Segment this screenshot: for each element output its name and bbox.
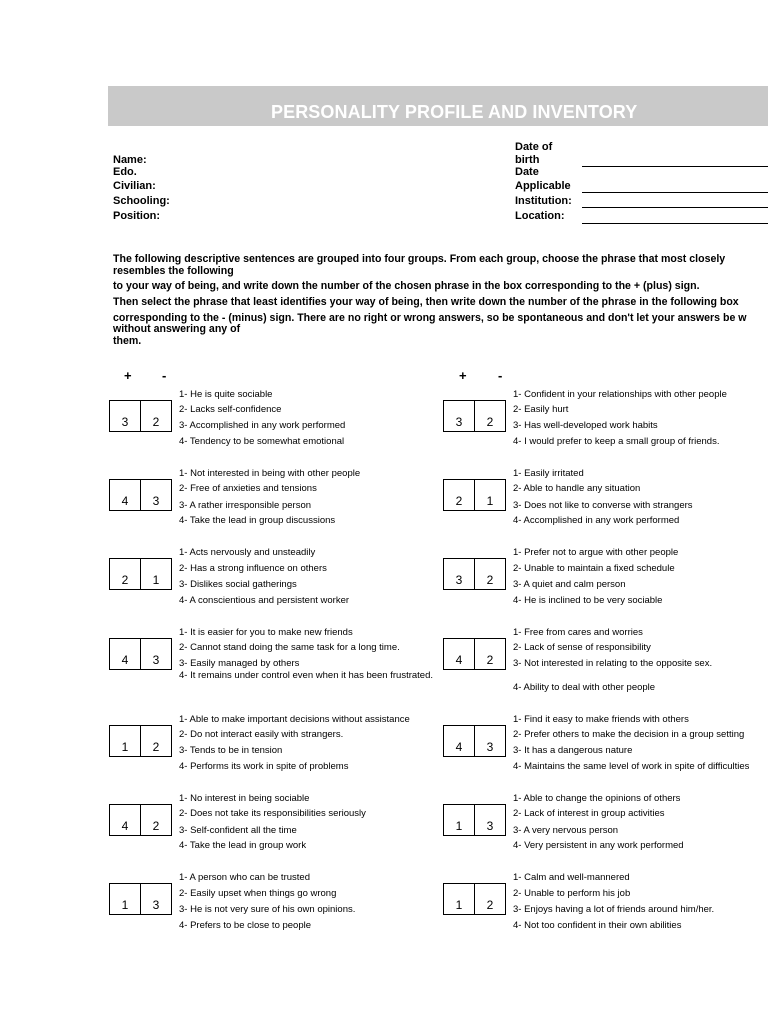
plus-answer-box[interactable]: 3 [443, 400, 475, 432]
plus-answer-box[interactable]: 1 [443, 883, 475, 915]
page-title: PERSONALITY PROFILE AND INVENTORY [271, 102, 638, 122]
minus-answer-box[interactable]: 2 [474, 400, 506, 432]
phrase-option: 3- Dislikes social gatherings [179, 579, 297, 590]
minus-answer-box[interactable]: 1 [474, 479, 506, 511]
instruction-line: The following descriptive sentences are grouped into four groups. From each group, choose the phrase that most closely [113, 253, 726, 265]
question-group [443, 789, 768, 849]
phrase-option: 3- A quiet and calm person [513, 579, 626, 590]
instruction-line: corresponding to the - (minus) sign. There are no right or wrong answers, so be spontaneous and don't let your answers be w [113, 312, 747, 324]
minus-answer-box[interactable]: 2 [474, 558, 506, 590]
question-group [443, 623, 768, 693]
minus-answer-box[interactable]: 2 [474, 883, 506, 915]
civilian-label: Civilian: [113, 180, 156, 192]
instruction-line: to your way of being, and write down the number of the chosen phrase in the box corresponding to the + (plus) sign. [113, 280, 700, 292]
plus-answer-box[interactable]: 4 [443, 725, 475, 757]
question-group [109, 623, 439, 683]
phrase-option: 2- Lack of interest in group activities [513, 808, 665, 819]
phrase-option: 1- No interest in being sociable [179, 793, 310, 804]
phrase-option: 3- Does not like to converse with strangers [513, 500, 693, 511]
question-group [109, 710, 439, 770]
plus-answer-box[interactable]: 3 [443, 558, 475, 590]
question-group [109, 789, 439, 849]
date-of-label: Date of [515, 141, 553, 153]
phrase-option: 4- Very persistent in any work performed [513, 840, 684, 851]
instruction-line: resembles the following [113, 265, 234, 277]
minus-answer-box[interactable]: 3 [140, 479, 172, 511]
minus-answer-box[interactable]: 1 [140, 558, 172, 590]
minus-header: - [162, 368, 167, 383]
minus-answer-box[interactable]: 3 [140, 638, 172, 670]
plus-answer-box[interactable]: 2 [443, 479, 475, 511]
phrase-option: 4- Take the lead in group work [179, 840, 307, 851]
phrase-option: 2- Prefer others to make the decision in a group setting [513, 729, 745, 740]
question-group [109, 385, 439, 445]
minus-answer-box[interactable]: 2 [474, 638, 506, 670]
phrase-option: 3- Tends to be in tension [179, 745, 283, 756]
phrase-option: 3- A rather irresponsible person [179, 500, 312, 511]
phrase-option: 3- Not interested in relating to the opposite sex. [513, 658, 713, 669]
phrase-option: 2- Free of anxieties and tensions [179, 483, 317, 494]
minus-answer-box[interactable]: 2 [140, 804, 172, 836]
phrase-option: 3- Enjoys having a lot of friends around him/her. [513, 904, 715, 915]
phrase-option: 4- Take the lead in group discussions [179, 515, 336, 526]
phrase-option: 1- A person who can be trusted [179, 872, 310, 883]
phrase-option: 1- Not interested in being with other people [179, 468, 361, 479]
phrase-option: 4- It remains under control even when it has been frustrated. [179, 670, 433, 681]
question-group [443, 868, 768, 931]
phrase-option: 1- Easily irritated [513, 468, 584, 479]
phrase-option: 1- Prefer not to argue with other people [513, 547, 679, 558]
plus-header: + [459, 368, 467, 383]
phrase-option: 4- Tendency to be somewhat emotional [179, 436, 345, 447]
plus-header: + [124, 368, 132, 383]
phrase-option: 4- Accomplished in any work performed [513, 515, 680, 526]
phrase-option: 1- Calm and well-mannered [513, 872, 630, 883]
phrase-option: 3- Self-confident all the time [179, 825, 297, 836]
plus-answer-box[interactable]: 4 [109, 479, 141, 511]
location-field[interactable] [582, 223, 768, 224]
question-group [443, 543, 768, 606]
phrase-option: 3- He is not very sure of his own opinions. [179, 904, 356, 915]
instruction-line: them. [113, 335, 142, 347]
question-group [443, 385, 768, 445]
phrase-option: 4- A conscientious and persistent worker [179, 595, 350, 606]
question-group [109, 464, 439, 524]
phrase-option: 1- Acts nervously and unsteadily [179, 547, 316, 558]
phrase-option: 2- Easily hurt [513, 404, 569, 415]
phrase-option: 2- Lack of sense of responsibility [513, 642, 651, 653]
name-label: Name: [113, 154, 147, 166]
phrase-option: 2- Able to handle any situation [513, 483, 641, 494]
instruction-line: Then select the phrase that least identifies your way of being, then write down the number of the phrase in the following box [113, 296, 739, 308]
phrase-option: 4- I would prefer to keep a small group of friends. [513, 436, 720, 447]
phrase-option: 4- Performs its work in spite of problems [179, 761, 349, 772]
plus-answer-box[interactable]: 1 [443, 804, 475, 836]
plus-answer-box[interactable]: 4 [109, 638, 141, 670]
phrase-option: 2- Do not interact easily with strangers. [179, 729, 344, 740]
phrase-option: 4- Maintains the same level of work in spite of difficulties [513, 761, 750, 772]
location-label: Location: [515, 210, 565, 222]
date-applicable-field[interactable] [582, 192, 768, 193]
phrase-option: 4- Not too confident in their own abilities [513, 920, 682, 931]
phrase-option: 3- Easily managed by others [179, 658, 300, 669]
birth-label: birth [515, 154, 540, 166]
question-group [443, 464, 768, 524]
position-label: Position: [113, 210, 161, 222]
phrase-option: 4- Ability to deal with other people [513, 682, 656, 693]
applicable-label: Applicable [515, 180, 571, 192]
phrase-option: 2- Lacks self-confidence [179, 404, 282, 415]
minus-answer-box[interactable]: 3 [474, 725, 506, 757]
phrase-option: 2- Cannot stand doing the same task for a long time. [179, 642, 400, 653]
institution-field[interactable] [582, 207, 768, 208]
phrase-option: 1- Able to change the opinions of others [513, 793, 681, 804]
phrase-option: 1- Find it easy to make friends with others [513, 714, 689, 725]
phrase-option: 3- Has well-developed work habits [513, 420, 658, 431]
edo-label: Edo. [113, 166, 137, 178]
phrase-option: 2- Has a strong influence on others [179, 563, 327, 574]
phrase-option: 4- He is inclined to be very sociable [513, 595, 663, 606]
question-group [109, 543, 439, 606]
phrase-option: 1- Able to make important decisions without assistance [179, 714, 410, 725]
question-group [443, 710, 768, 770]
minus-answer-box[interactable]: 3 [474, 804, 506, 836]
minus-answer-box[interactable]: 2 [140, 400, 172, 432]
phrase-option: 1- He is quite sociable [179, 389, 273, 400]
phrase-option: 2- Unable to perform his job [513, 888, 631, 899]
schooling-label: Schooling: [113, 195, 170, 207]
phrase-option: 2- Unable to maintain a fixed schedule [513, 563, 675, 574]
phrase-option: 3- A very nervous person [513, 825, 619, 836]
phrase-option: 1- Confident in your relationships with other people [513, 389, 727, 400]
title-banner [108, 86, 768, 126]
minus-answer-box[interactable]: 2 [140, 725, 172, 757]
institution-label: Institution: [515, 195, 572, 207]
phrase-option: 2- Easily upset when things go wrong [179, 888, 337, 899]
phrase-option: 2- Does not take its responsibilities seriously [179, 808, 366, 819]
instruction-line: without answering any of [113, 323, 241, 335]
plus-answer-box[interactable]: 3 [109, 400, 141, 432]
plus-answer-box[interactable]: 4 [443, 638, 475, 670]
plus-answer-box[interactable]: 4 [109, 804, 141, 836]
date-of-birth-field[interactable] [582, 166, 768, 167]
minus-answer-box[interactable]: 3 [140, 883, 172, 915]
phrase-option: 3- It has a dangerous nature [513, 745, 633, 756]
phrase-option: 1- It is easier for you to make new friends [179, 627, 353, 638]
phrase-option: 3- Accomplished in any work performed [179, 420, 346, 431]
plus-answer-box[interactable]: 2 [109, 558, 141, 590]
phrase-option: 4- Prefers to be close to people [179, 920, 312, 931]
question-group [109, 868, 439, 931]
plus-answer-box[interactable]: 1 [109, 883, 141, 915]
minus-header: - [498, 368, 503, 383]
phrase-option: 1- Free from cares and worries [513, 627, 643, 638]
date-label: Date [515, 166, 539, 178]
plus-answer-box[interactable]: 1 [109, 725, 141, 757]
